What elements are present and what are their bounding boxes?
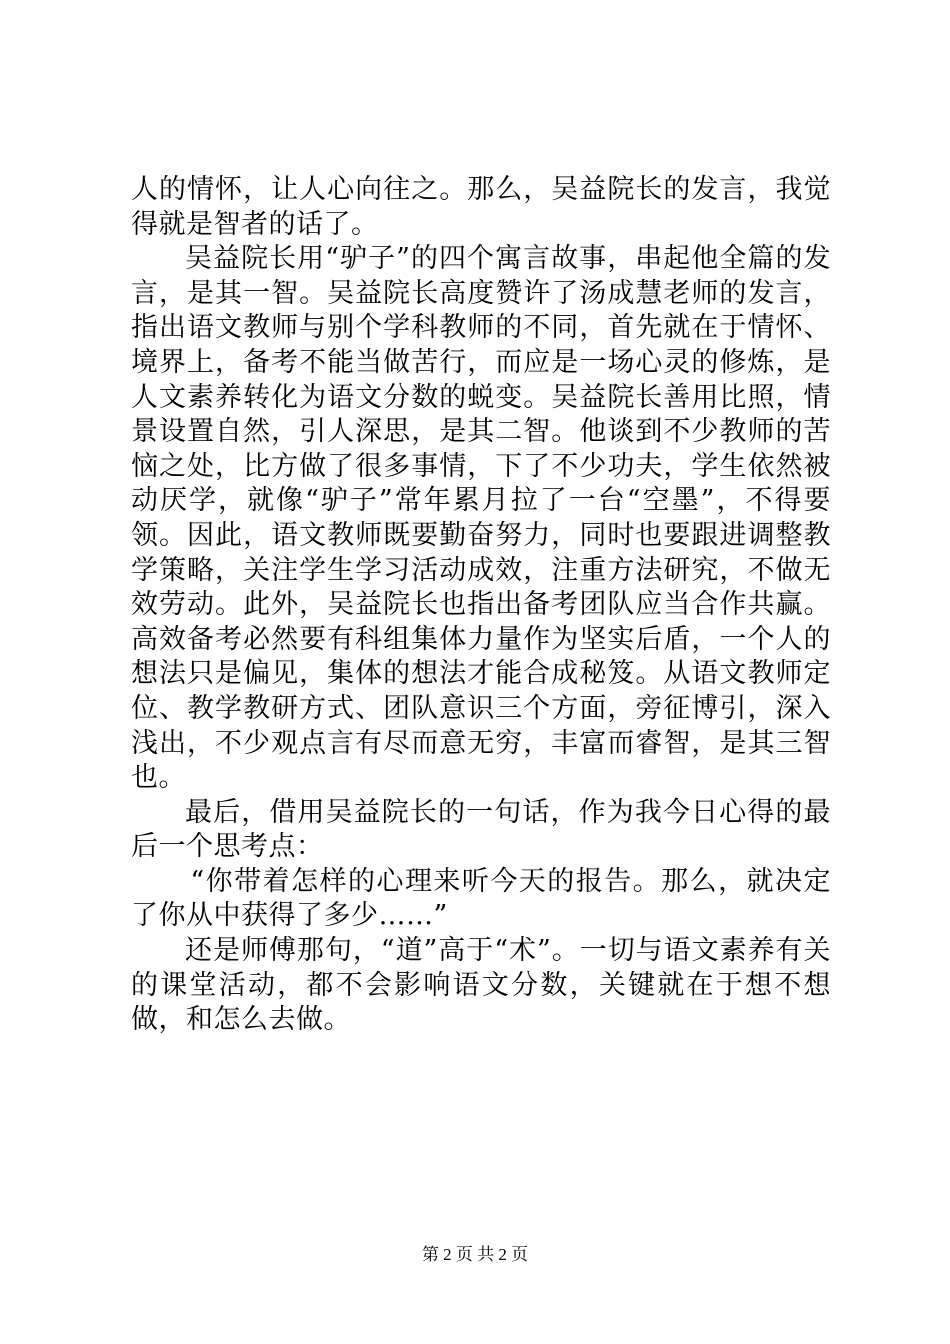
paragraph-conclusion: 还是师傅那句，“道”高于“术”。一切与语文素养有关的课堂活动，都不会影响语文分数，关键就在于想不想做，和怎么去做。	[131, 935, 831, 1036]
paragraph-final-thought: 最后，借用吴益院长的一句话，作为我今日心得的最后一个思考点：	[131, 796, 831, 863]
paragraph-three-wisdoms: 吴益院长用“驴子”的四个寓言故事，串起他全篇的发言，是其一智。吴益院长高度赞许了汤成慧老师的发言，指出语文教师与别个学科教师的不同，首先就在于情怀、境界上，备考不能当做苦行，而应是一场心灵的修炼，是人文素养转化为语文分数的蜕变。吴益院长善用比照，情景设置自然，引人深思，是其二智。他谈到不少教师的苦恼之处，比方做了很多事情，下了不少功夫，学生依然被动厌学，就像“驴子”常年累月拉了一台“空墨”，不得要领。因此，语文教师既要勤奋努力，同时也要跟进调整教学策略，关注学生学习活动成效，注重方法研究，不做无效劳动。此外，吴益院长也指出备考团队应当合作共赢。高效备考必然要有科组集体力量作为坚实后盾，一个人的想法只是偏见，集体的想法才能合成秘笈。从语文教师定位、教学教研方式、团队意识三个方面，旁征博引，深入浅出，不少观点言有尽而意无穷，丰富而睿智，是其三智也。	[131, 243, 831, 794]
document-body	[131, 173, 831, 1038]
paragraph-quote: “你带着怎样的心理来听今天的报告。那么，就决定了你从中获得了多少……”	[131, 865, 831, 932]
paragraph-continuation: 人的情怀，让人心向往之。那么，吴益院长的发言，我觉得就是智者的话了。	[131, 174, 831, 240]
page-footer: 第 2 页 共 2 页	[421, 1245, 529, 1264]
